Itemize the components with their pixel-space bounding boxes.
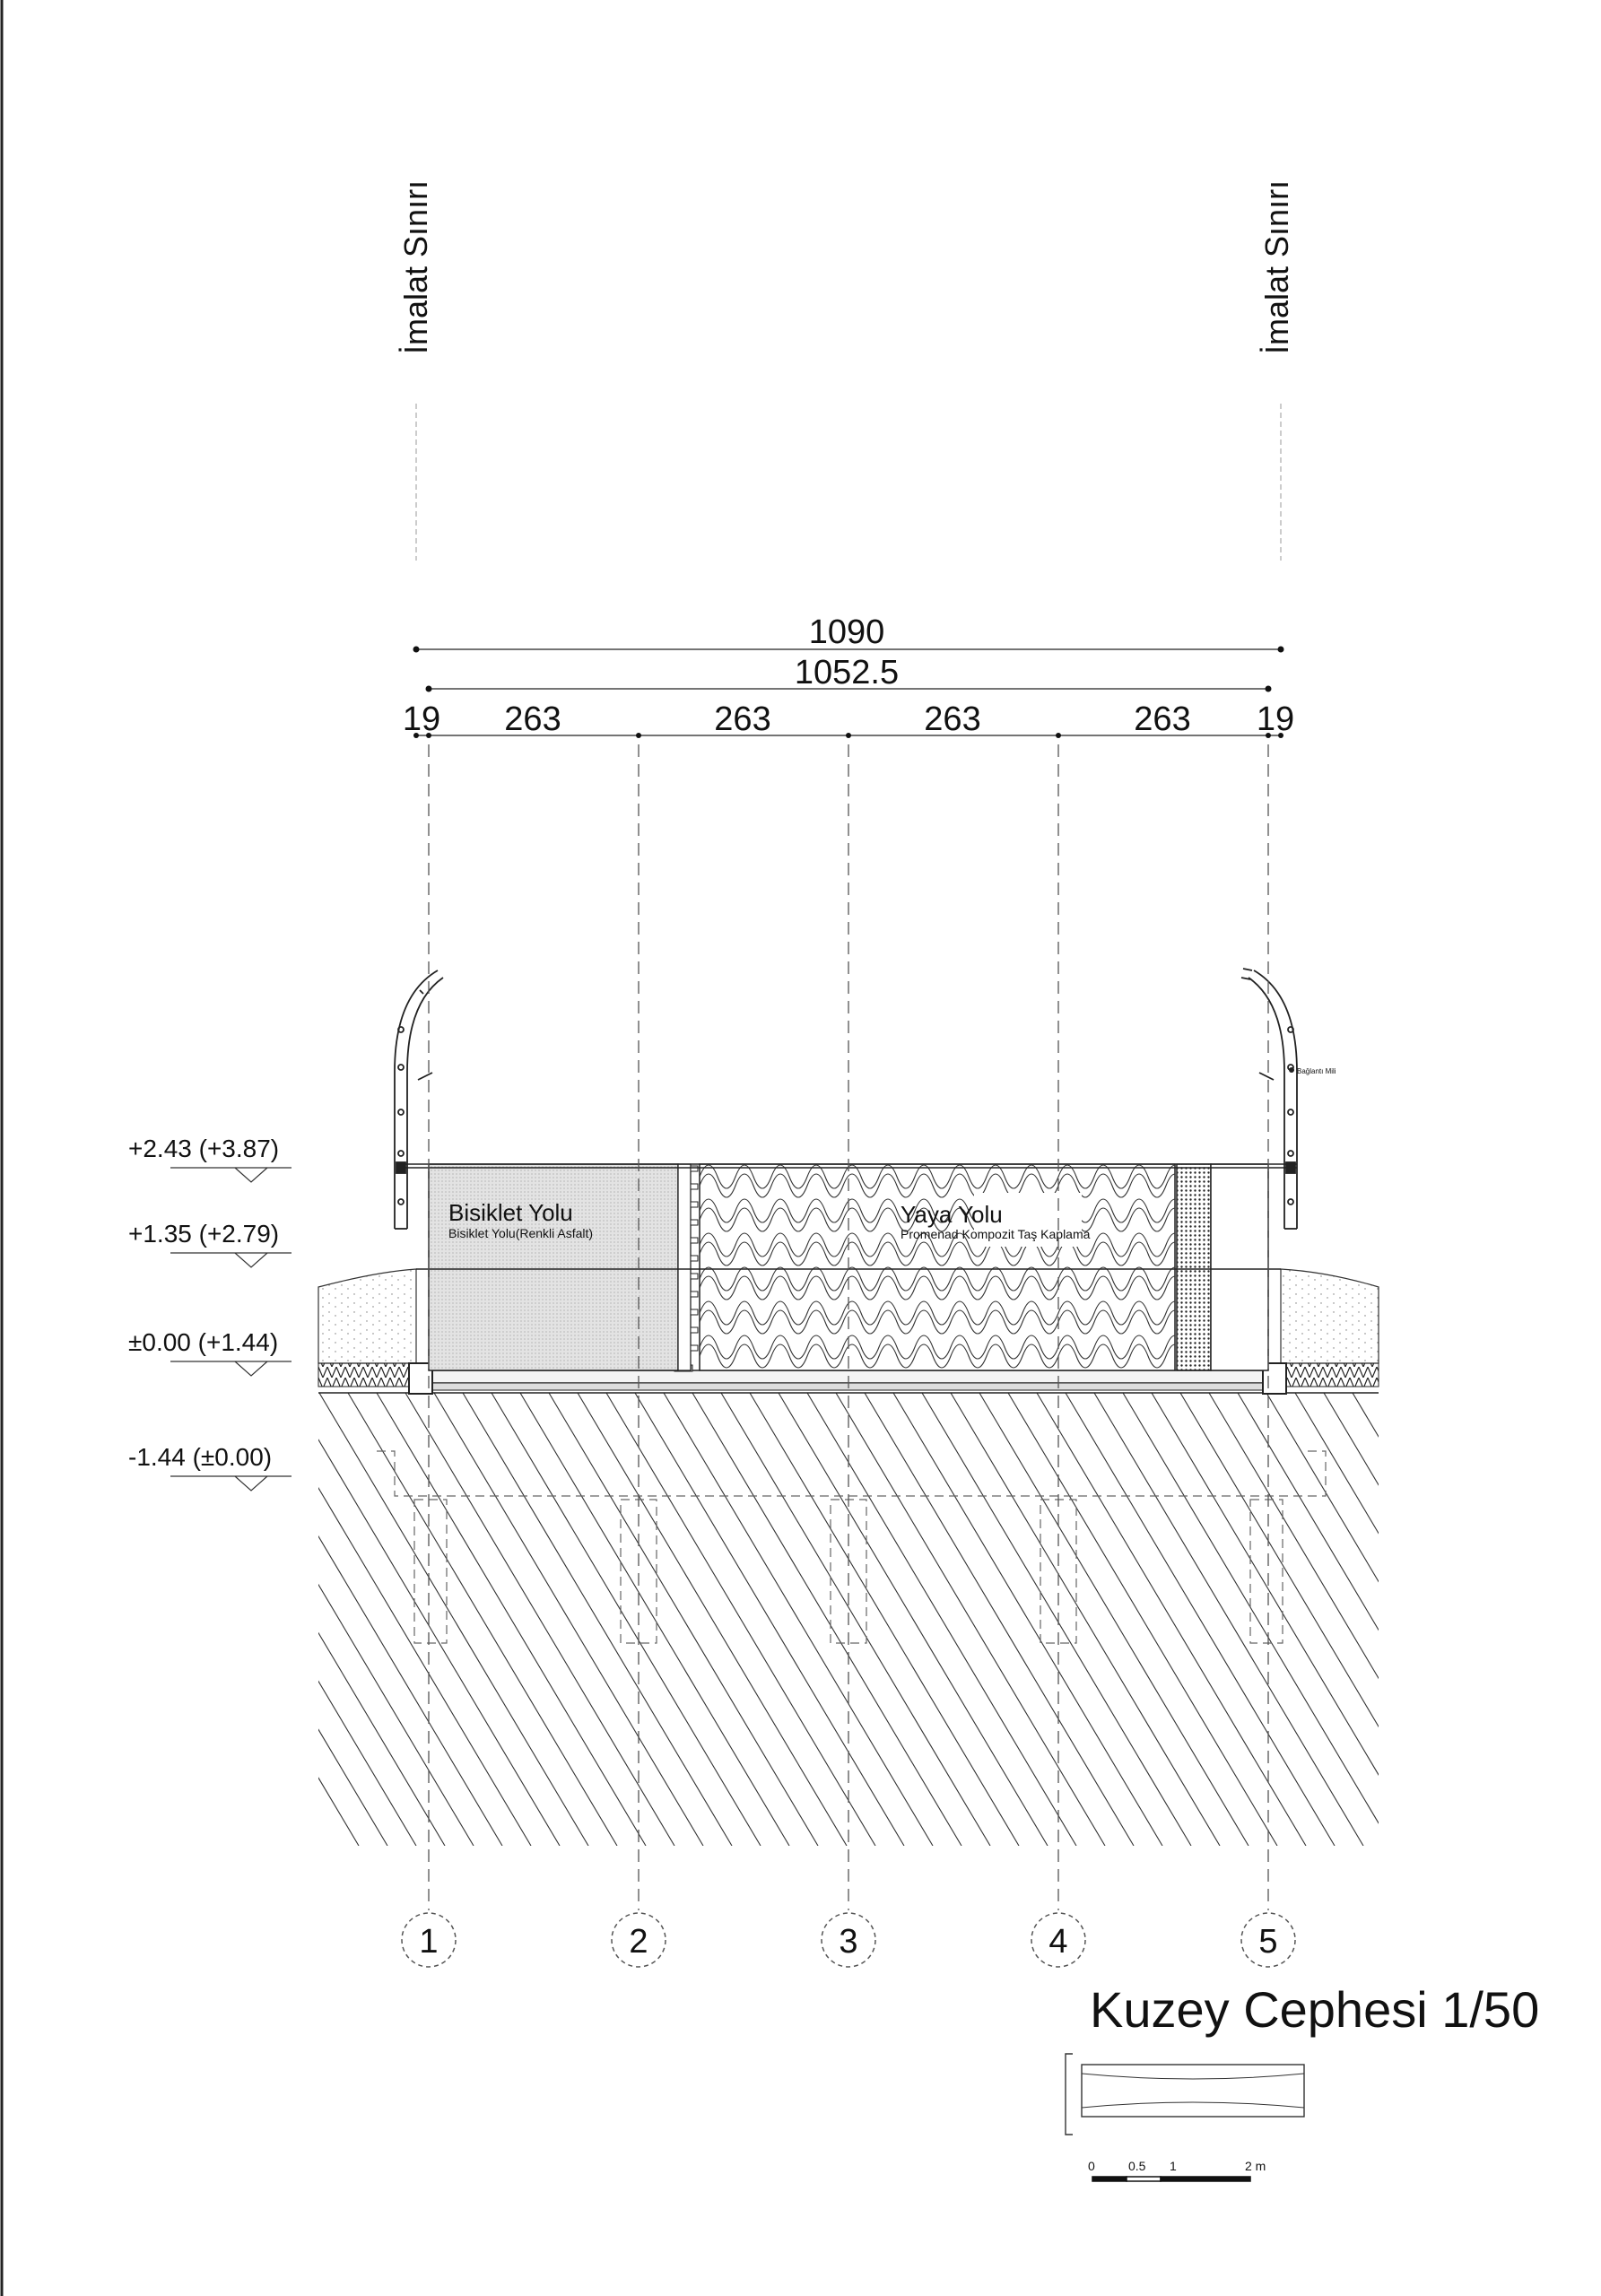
scale-bar [1092, 2177, 1250, 2181]
dim-segment: 19 [402, 700, 441, 738]
ground-section [90, 1393, 1601, 1846]
embankment-right [1281, 1269, 1379, 1363]
embankment-left [318, 1269, 416, 1363]
level-label: ±0.00 (+1.44) [128, 1328, 279, 1356]
walkway-title: Yaya Yolu [901, 1201, 1003, 1228]
level-markers [128, 1135, 279, 1471]
axis-label: 5 [1258, 1923, 1278, 1961]
level-label: +2.43 (+3.87) [128, 1135, 280, 1162]
scale-tick: 0 [1088, 2159, 1095, 2173]
axis-label: 2 [629, 1923, 648, 1961]
bike-lane-subtitle: Bisiklet Yolu(Renkli Asfalt) [448, 1226, 594, 1240]
dim-overall: 1090 [808, 613, 885, 651]
axis-label: 1 [419, 1923, 439, 1961]
edge-panel-right [1211, 1164, 1268, 1370]
axis-label: 4 [1048, 1923, 1068, 1961]
connector-label: Bağlantı Mili [1297, 1067, 1336, 1075]
level-label: -1.44 (±0.00) [128, 1443, 273, 1471]
boundary-label-left: İmalat Sınırı [397, 179, 434, 354]
walkway-subtitle: Promenad Kompozit Taş Kaplama [901, 1227, 1091, 1241]
dim-segment: 263 [1134, 700, 1191, 738]
scale-tick: 1 [1170, 2159, 1177, 2173]
axis-label: 3 [839, 1923, 858, 1961]
grass-left [318, 1363, 416, 1387]
perforated-panel [1177, 1164, 1211, 1370]
level-label: +1.35 (+2.79) [128, 1220, 280, 1248]
dim-segments [403, 700, 1294, 738]
drawing-title: Kuzey Cephesi 1/50 [1090, 1981, 1540, 2038]
dim-segment: 263 [504, 700, 561, 738]
divider-studs [691, 1166, 698, 1351]
boundary-label-right: İmalat Sınırı [1258, 179, 1295, 354]
connector-marker [1289, 1067, 1294, 1073]
dim-segment: 19 [1256, 700, 1295, 738]
dim-inner: 1052.5 [794, 654, 900, 691]
key-plan [1066, 2054, 1304, 2135]
scale-tick: 0.5 [1128, 2159, 1146, 2173]
divider-post [678, 1164, 691, 1370]
scale-tick: 2 m [1245, 2159, 1266, 2173]
bike-lane-panel [429, 1164, 678, 1370]
bike-lane-title: Bisiklet Yolu [448, 1199, 573, 1226]
dim-segment: 263 [924, 700, 981, 738]
dim-segment: 263 [714, 700, 771, 738]
grass-right [1281, 1363, 1379, 1387]
